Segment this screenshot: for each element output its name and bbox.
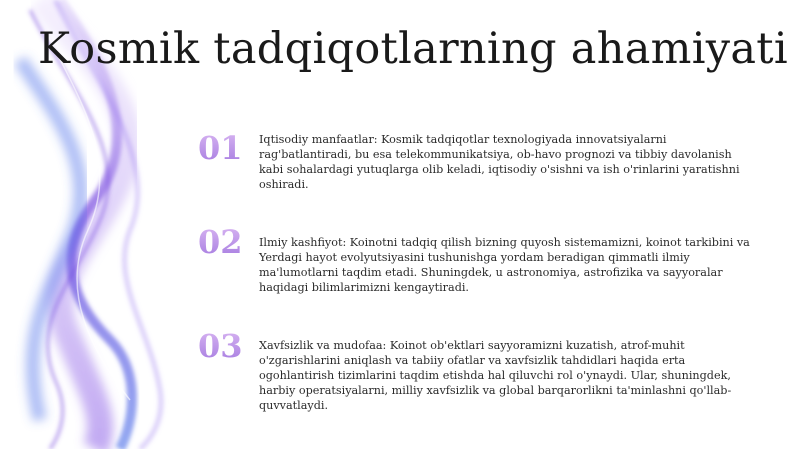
item-text: Ilmiy kashfiyot: Koinotni tadqiq qilish bizning quyosh sistemamizni, koinot tarkibini va Yerdagi hayot evolyutsiyasini tushunishga yordam beradigan qimmatli ilmiy ma'lumotlarni taqdim etadi. Shuningdek, u astronomiya, astrofizika va sayyoralar haqidagi bilimlarimizni kengaytiradi. xyxy=(259,236,750,294)
slide-title: Kosmik tadqiqotlarning ahamiyati xyxy=(38,24,788,74)
item-number: 02 xyxy=(198,224,248,260)
item-number: 03 xyxy=(198,328,248,364)
item-text: Iqtisodiy manfaatlar: Kosmik tadqiqotlar texnologiyada innovatsiyalarni rag'batlantiradi, bu esa telekommunikatsiya, ob-havo prognozi va tibbiy davolanish kabi sohalardagi yutuqlarga olib keladi, iqtisodiy o'sishni va ish o'rinlarini yaratishni oshiradi. xyxy=(259,133,740,191)
item-number: 01 xyxy=(198,130,248,166)
item-text: Xavfsizlik va mudofaa: Koinot ob'ektlari sayyoramizni kuzatish, atrof-muhit o'zgarishlarini aniqlash va tabiiy ofatlar va xavfsizlik tahdidlari haqida erta ogohlantirish tizimlarini taqdim etishda hal qiluvchi rol o'ynaydi. Ular, shuningdek, harbiy operatsiyalarni, milliy xavfsizlik va global barqarorlikni ta'minlashni qo'llab-quvvatlaydi. xyxy=(259,339,732,412)
